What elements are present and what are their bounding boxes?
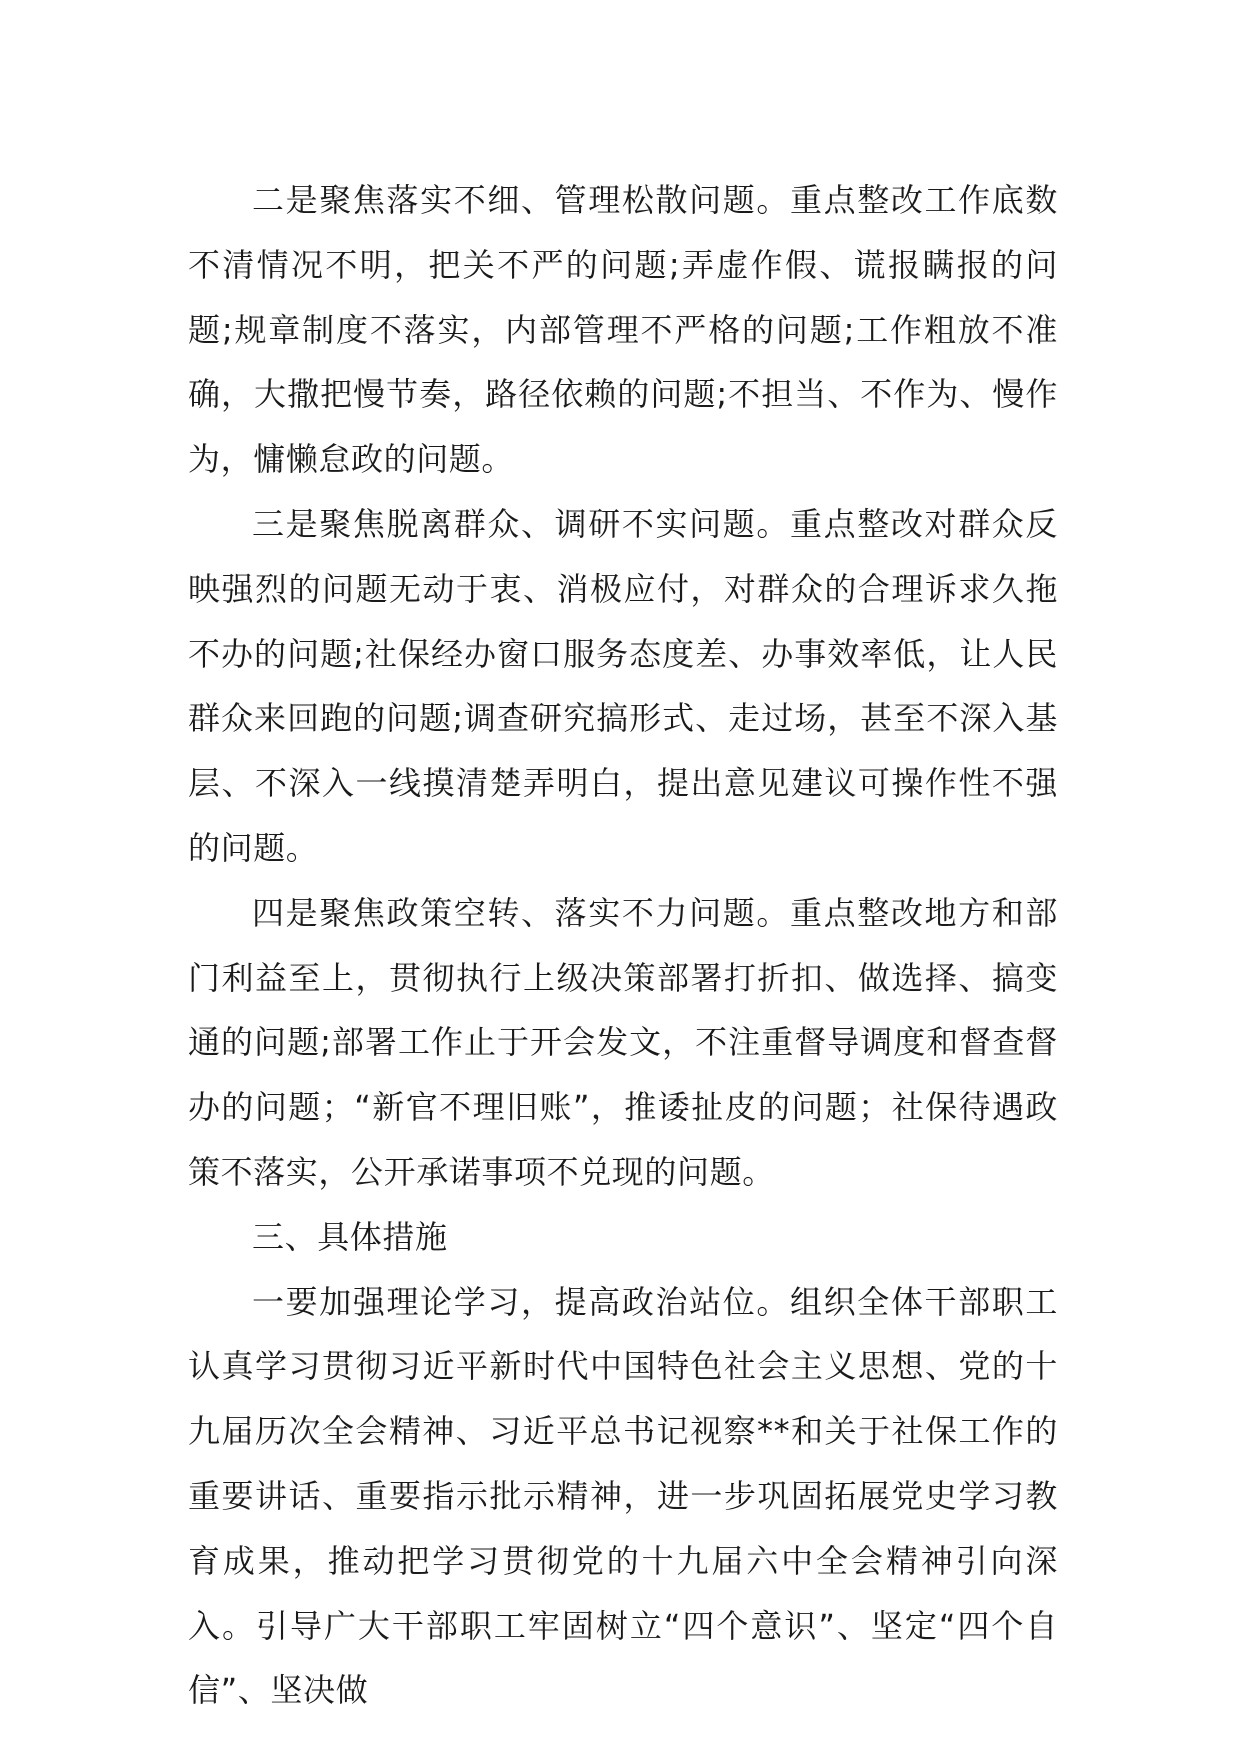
paragraph-focus-policy: 四是聚焦政策空转、落实不力问题。重点整改地方和部门利益至上，贯彻执行上级决策部署打折扣、做选择、搞变通的问题;部署工作止于开会发文，不注重督导调度和督查督办的问题；“新官不理旧账”，推诿扯皮的问题；社保待遇政策不落实，公开承诺事项不兑现的问题。 <box>188 893 1058 1191</box>
paragraph-focus-implementation: 二是聚焦落实不细、管理松散问题。重点整改工作底数不清情况不明，把关不严的问题;弄虚作假、谎报瞒报的问题;规章制度不落实，内部管理不严格的问题;工作粗放不准确，大撒把慢节奏，路径依赖的问题;不担当、不作为、慢作为，慵懒怠政的问题。 <box>188 181 1058 479</box>
paragraph-theory-study: 一要加强理论学习，提高政治站位。组织全体干部职工认真学习贯彻习近平新时代中国特色社会主义思想、党的十九届历次全会精神、习近平总书记视察**和关于社保工作的重要讲话、重要指示批示精神，进一步巩固拓展党史学习教育成果，推动把学习贯彻党的十九届六中全会精神引向深入。引导广大干部职工牢固树立“四个意识”、坚定“四个自信”、坚决做 <box>188 1282 1058 1710</box>
section-heading-measures: 三、具体措施 <box>252 1217 448 1256</box>
document-body <box>188 168 1058 1723</box>
paragraph-focus-masses: 三是聚焦脱离群众、调研不实问题。重点整改对群众反映强烈的问题无动于衷、消极应付，对群众的合理诉求久拖不办的问题;社保经办窗口服务态度差、办事效率低，让人民群众来回跑的问题;调查研究搞形式、走过场，甚至不深入基层、不深入一线摸清楚弄明白，提出意见建议可操作性不强的问题。 <box>188 504 1058 867</box>
